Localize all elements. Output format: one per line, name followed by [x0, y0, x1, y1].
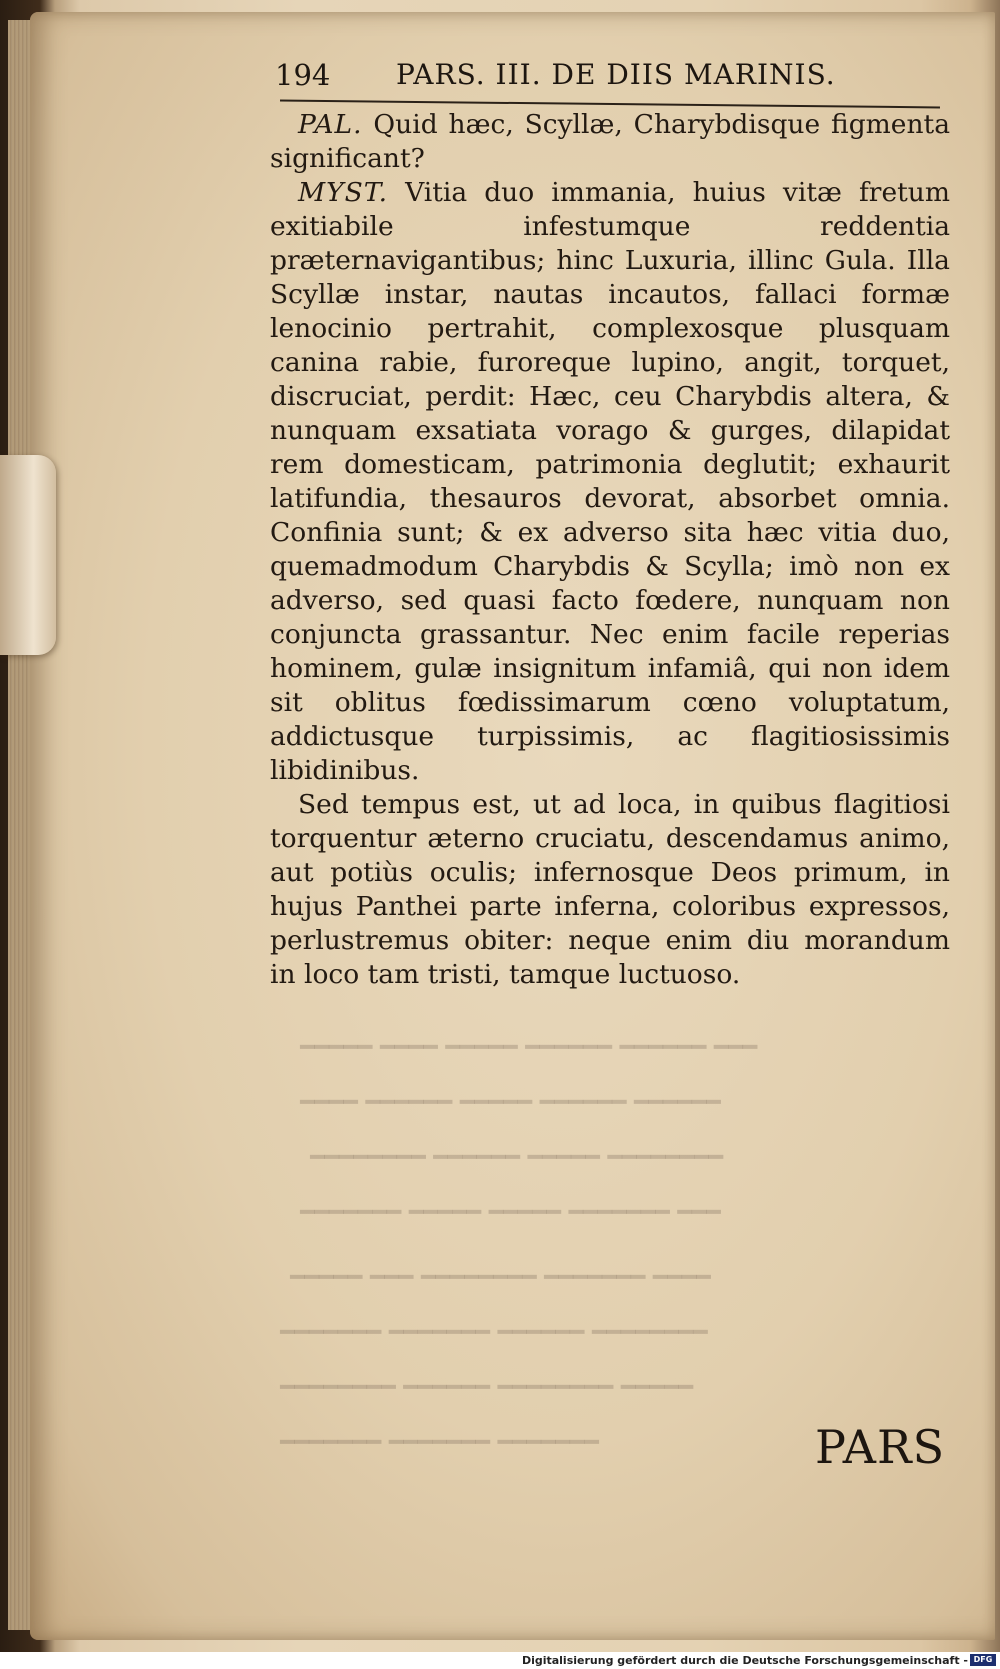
- bleed-through-line: ━━━━ ━━━━━━━ ━━━━━━━━ ━━━ ━━━━━: [290, 1263, 711, 1291]
- footer-credit: Digitalisierung gefördert durch die Deutsche Forschungsgemeinschaft -: [521, 1654, 968, 1667]
- page-edges: [8, 20, 30, 1630]
- page-header: [275, 58, 935, 98]
- bleed-through-line: ━━━━━━━ ━━━━━━━ ━━━━━━━: [280, 1428, 599, 1456]
- bleed-through-line: ━━━ ━━━━━━ ━━━━━━ ━━━━━ ━━━━ ━━━━━: [300, 1033, 758, 1061]
- paragraph-text: Sed tempus est, ut ad loca, in quibus flagitiosi torquentur æterno cruciatu, descendamus animo, aut potiùs oculis; infernosque Deos primum, in hujus Panthei parte inferna, coloribus expressos, perlustremus obiter: neque enim diu morandum in loco tam tristi, tamque luctuoso.: [270, 789, 950, 990]
- bleed-through-line: ━━━━━━━━ ━━━━━ ━━━━━━ ━━━━━━━━: [310, 1143, 724, 1171]
- footer-bar: [0, 1652, 1000, 1669]
- paragraph-text: Vitia duo immania, huius vitæ fretum exitiabile infestumque reddentia præternavigantibus; hinc Luxuria, illinc Gula. Illa Scyllæ instar, nautas incautos, fallaci formæ lenocinio pertrahit, complexosque plusquam canina rabie, furoreque lupino, angit, torquet, discruciat, perdit: Hæc, ceu Charybdis altera, & nunquam exsatiata vorago & gurges, dilapidat rem domesticam, patrimonia deglutit; exhaurit latifundia, thesauros devorat, absorbet omnia. Confinia sunt; & ex adverso sita hæc vitia duo, quemadmodum Charybdis & Scylla; imò non ex adverso, sed quasi facto fœdere, nunquam non conjuncta grassantur. Nec enim facile reperias hominem, gulæ insignitum infamiâ, qui non idem sit oblitus fœdissimarum cœno voluptatum, addictusque turpissimis, ac flagitiosissimis libidinibus.: [270, 177, 950, 786]
- paragraph: [270, 788, 950, 992]
- paragraph: [270, 108, 950, 176]
- page-number: 194: [275, 58, 331, 92]
- bleed-through-line: ━━━━━━ ━━━━━━ ━━━━━ ━━━━━━ ━━━━: [300, 1088, 721, 1116]
- speaker-label: PAL.: [298, 109, 363, 140]
- dfg-logo: DFG: [970, 1654, 996, 1666]
- bleed-through-line: ━━━━━ ━━━━━━━━ ━━━━━━ ━━━━━━━━: [280, 1373, 694, 1401]
- bleed-through-line: ━━━━━━━━ ━━━━━━ ━━━━━━━ ━━━━━━━: [280, 1318, 708, 1346]
- speaker-label: MYST.: [298, 177, 388, 208]
- bleed-through-line: ━━━ ━━━━━━━ ━━━━━ ━━━━━ ━━━━━━━: [300, 1198, 721, 1226]
- running-head: PARS. III. DE DIIS MARINIS.: [396, 58, 836, 91]
- paragraph: [270, 176, 950, 788]
- page-clasp: [0, 455, 56, 655]
- catchword: PARS: [815, 1420, 946, 1474]
- body-text: [270, 108, 950, 992]
- paragraph-text: Quid hæc, Scyllæ, Charybdisque figmenta significant?: [270, 109, 950, 174]
